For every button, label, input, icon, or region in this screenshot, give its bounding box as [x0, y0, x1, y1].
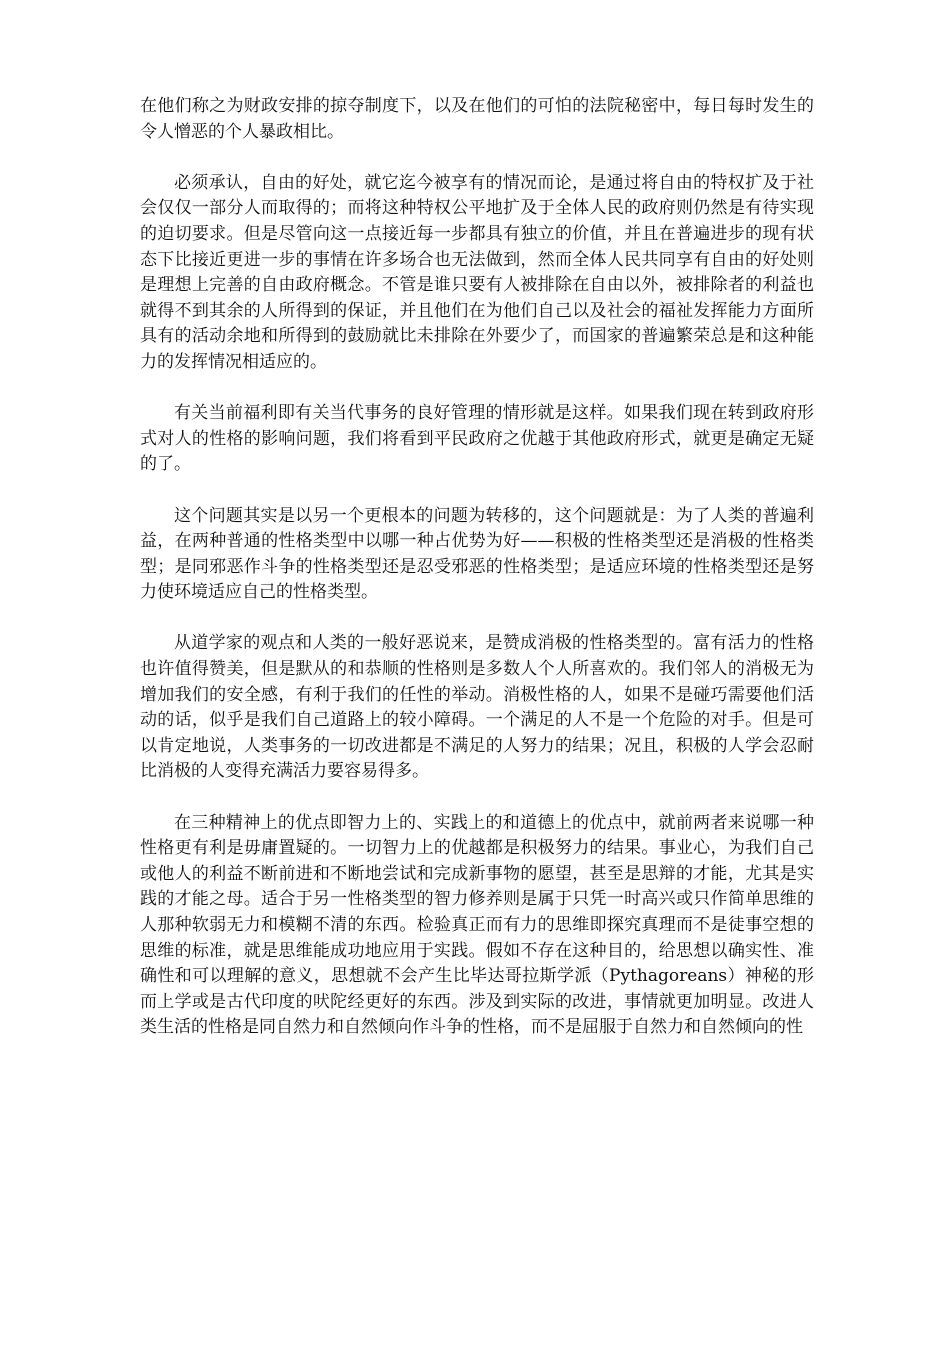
- paragraph: 这个问题其实是以另一个更根本的问题为转移的，这个问题就是：为了人类的普遍利益，在两种普通的性格类型中以哪一种占优势为好——积极的性格类型还是消极的性格类型；是同邪恶作斗争的性格类型还是忍受邪恶的性格类型；是适应环境的性格类型还是努力使环境适应自己的性格类型。: [140, 505, 814, 603]
- paragraph: 有关当前福利即有关当代事务的良好管理的情形就是这样。如果我们现在转到政府形式对人的性格的影响问题，我们将看到平民政府之优越于其他政府形式，就更是确定无疑的了。: [140, 403, 814, 475]
- document-body: [140, 94, 814, 1041]
- paragraph: 从道学家的观点和人类的一般好恶说来，是赞成消极的性格类型的。富有活力的性格也许值得赞美，但是默从的和恭顺的性格则是多数人个人所喜欢的。我们邻人的消极无为增加我们的安全感，有利于我们的任性的举动。消极性格的人，如果不是碰巧需要他们活动的话，似乎是我们自己道路上的较小障碍。一个满足的人不是一个危险的对手。但是可以肯定地说，人类事务的一切改进都是不满足的人努力的结果；况且，积极的人学会忍耐比消极的人变得充满活力要容易得多。: [140, 633, 814, 782]
- paragraph: 必须承认，自由的好处，就它迄今被享有的情况而论，是通过将自由的特权扩及于社会仅仅一部分人而取得的；而将这种特权公平地扩及于全体人民的政府则仍然是有待实现的迫切要求。但是尽管向这一点接近每一步都具有独立的价值，并且在普遍进步的现有状态下比接近更进一步的事情在许多场合也无法做到，然而全体人民共同享有自由的好处则是理想上完善的自由政府概念。不管是谁只要有人被排除在自由以外，被排除者的利益也就得不到其余的人所得到的保证，并且他们在为他们自己以及社会的福祉发挥能力方面所具有的活动余地和所得到的鼓励就比未排除在外要少了，而国家的普遍繁荣总是和这种能力的发挥情况相适应的。: [140, 172, 814, 372]
- paragraph: 在三种精神上的优点即智力上的、实践上的和道德上的优点中，就前两者来说哪一种性格更有利是毋庸置疑的。一切智力上的优越都是积极努力的结果。事业心，为我们自己或他人的利益不断前进和不断地尝试和完成新事物的愿望，甚至是思辩的才能，尤其是实践的才能之母。适合于另一性格类型的智力修养则是属于只凭一时高兴或只作简单思维的人那种软弱无力和模糊不清的东西。检验真正而有力的思维即探究真理而不是徒事空想的思维的标准，就是思维能成功地应用于实践。假如不存在这种目的，给思想以确实性、准确性和可以理解的意义，思想就不会产生比毕达哥拉斯学派（Pythagoreans）神秘的形而上学或是古代印度的吠陀经更好的东西。涉及到实际的改进，事情就更加明显。改进人类生活的性格是同自然力和自然倾向作斗争的性格，而不是屈服于自然力和自然倾向的性: [140, 812, 814, 1038]
- paragraph-continued: 在他们称之为财政安排的掠夺制度下，以及在他们的可怕的法院秘密中，每日每时发生的令人憎恶的个人暴政相比。: [140, 96, 814, 142]
